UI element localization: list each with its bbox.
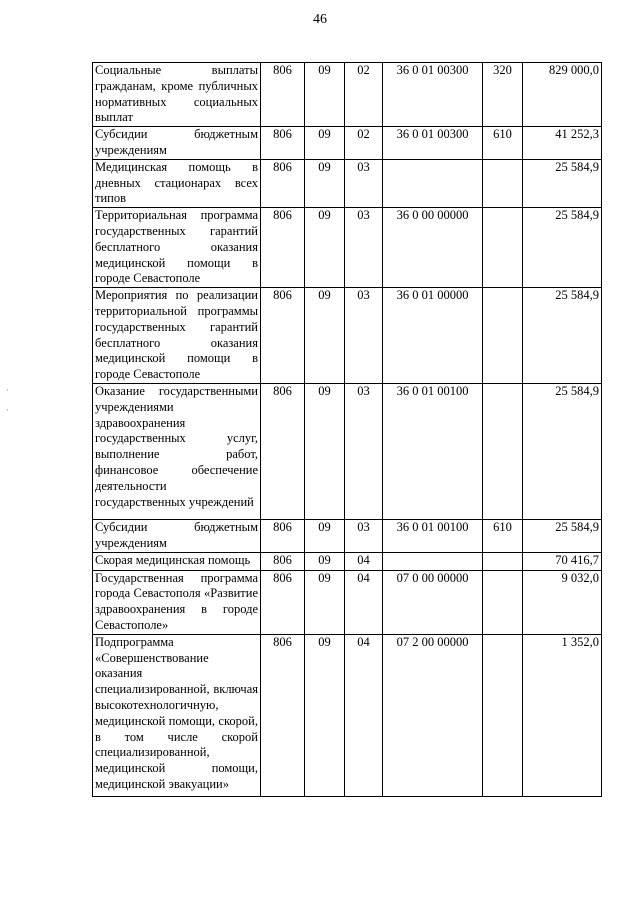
row-sum: 25 584,9 (523, 519, 602, 552)
row-pr: 03 (345, 383, 383, 519)
row-rz: 09 (305, 208, 345, 288)
table-row (93, 634, 602, 796)
row-vr: 610 (483, 127, 523, 160)
row-pr: 03 (345, 519, 383, 552)
row-vr: 610 (483, 519, 523, 552)
row-name: Подпрограмма «Совершенствование оказания специализированной, включая высокотехнологичную, медицинской помощи, скорой, в том числе скорой специализированной, медицинской помощи, медицинской эвакуации» (93, 634, 261, 796)
row-name: Территориальная программа государственных гарантий бесплатного оказания медицинской помощи в городе Севастополе (93, 208, 261, 288)
row-name: Субсидии бюджетным учреждениям (93, 127, 261, 160)
table-row (93, 552, 602, 570)
row-ved: 806 (261, 519, 305, 552)
row-vr (483, 159, 523, 207)
row-ved: 806 (261, 63, 305, 127)
row-name: Скорая медицинская помощь (93, 552, 261, 570)
row-ved: 806 (261, 288, 305, 384)
table-row (93, 127, 602, 160)
row-vr (483, 634, 523, 796)
row-csr: 36 0 01 00100 (383, 519, 483, 552)
table-row (93, 383, 602, 519)
row-rz: 09 (305, 383, 345, 519)
page-number: 46 (313, 12, 327, 27)
table-row (93, 159, 602, 207)
row-sum: 25 584,9 (523, 383, 602, 519)
budget-table (92, 62, 602, 797)
row-sum: 9 032,0 (523, 570, 602, 634)
row-rz: 09 (305, 63, 345, 127)
row-ved: 806 (261, 634, 305, 796)
row-csr (383, 159, 483, 207)
row-sum: 1 352,0 (523, 634, 602, 796)
row-sum: 829 000,0 (523, 63, 602, 127)
row-sum: 25 584,9 (523, 159, 602, 207)
row-pr: 02 (345, 63, 383, 127)
row-name: Оказание государственными учреждениями здравоохранения государственных услуг, выполнение работ, финансовое обеспечение деятельности государственных учреждений (93, 383, 261, 519)
row-name: Социальные выплаты гражданам, кроме публичных нормативных социальных выплат (93, 63, 261, 127)
table-row (93, 63, 602, 127)
row-ved: 806 (261, 552, 305, 570)
row-pr: 02 (345, 127, 383, 160)
row-sum: 41 252,3 (523, 127, 602, 160)
row-vr (483, 552, 523, 570)
row-pr: 04 (345, 552, 383, 570)
scan-marks: · · (6, 385, 9, 415)
row-pr: 03 (345, 288, 383, 384)
row-rz: 09 (305, 288, 345, 384)
row-pr: 04 (345, 570, 383, 634)
table-row (93, 570, 602, 634)
row-pr: 03 (345, 159, 383, 207)
row-ved: 806 (261, 159, 305, 207)
row-csr: 36 0 01 00300 (383, 127, 483, 160)
row-rz: 09 (305, 570, 345, 634)
row-name: Медицинская помощь в дневных стационарах всех типов (93, 159, 261, 207)
row-name: Субсидии бюджетным учреждениям (93, 519, 261, 552)
row-sum: 25 584,9 (523, 208, 602, 288)
row-sum: 25 584,9 (523, 288, 602, 384)
table-row (93, 208, 602, 288)
table-row (93, 519, 602, 552)
row-name: Государственная программа города Севастополя «Развитие здравоохранения в городе Севастополе» (93, 570, 261, 634)
row-csr: 07 2 00 00000 (383, 634, 483, 796)
row-pr: 03 (345, 208, 383, 288)
row-vr (483, 383, 523, 519)
row-csr: 36 0 01 00000 (383, 288, 483, 384)
row-rz: 09 (305, 634, 345, 796)
table-row (93, 288, 602, 384)
row-csr: 36 0 00 00000 (383, 208, 483, 288)
row-rz: 09 (305, 519, 345, 552)
row-vr (483, 208, 523, 288)
row-rz: 09 (305, 159, 345, 207)
row-sum: 70 416,7 (523, 552, 602, 570)
row-rz: 09 (305, 552, 345, 570)
row-pr: 04 (345, 634, 383, 796)
row-ved: 806 (261, 208, 305, 288)
row-csr: 36 0 01 00300 (383, 63, 483, 127)
row-ved: 806 (261, 127, 305, 160)
row-vr: 320 (483, 63, 523, 127)
row-name: Мероприятия по реализации территориальной программы государственных гарантий бесплатного оказания медицинской помощи в городе Севастополе (93, 288, 261, 384)
row-vr (483, 570, 523, 634)
row-ved: 806 (261, 383, 305, 519)
row-ved: 806 (261, 570, 305, 634)
row-csr: 07 0 00 00000 (383, 570, 483, 634)
row-csr: 36 0 01 00100 (383, 383, 483, 519)
row-rz: 09 (305, 127, 345, 160)
row-csr (383, 552, 483, 570)
row-vr (483, 288, 523, 384)
